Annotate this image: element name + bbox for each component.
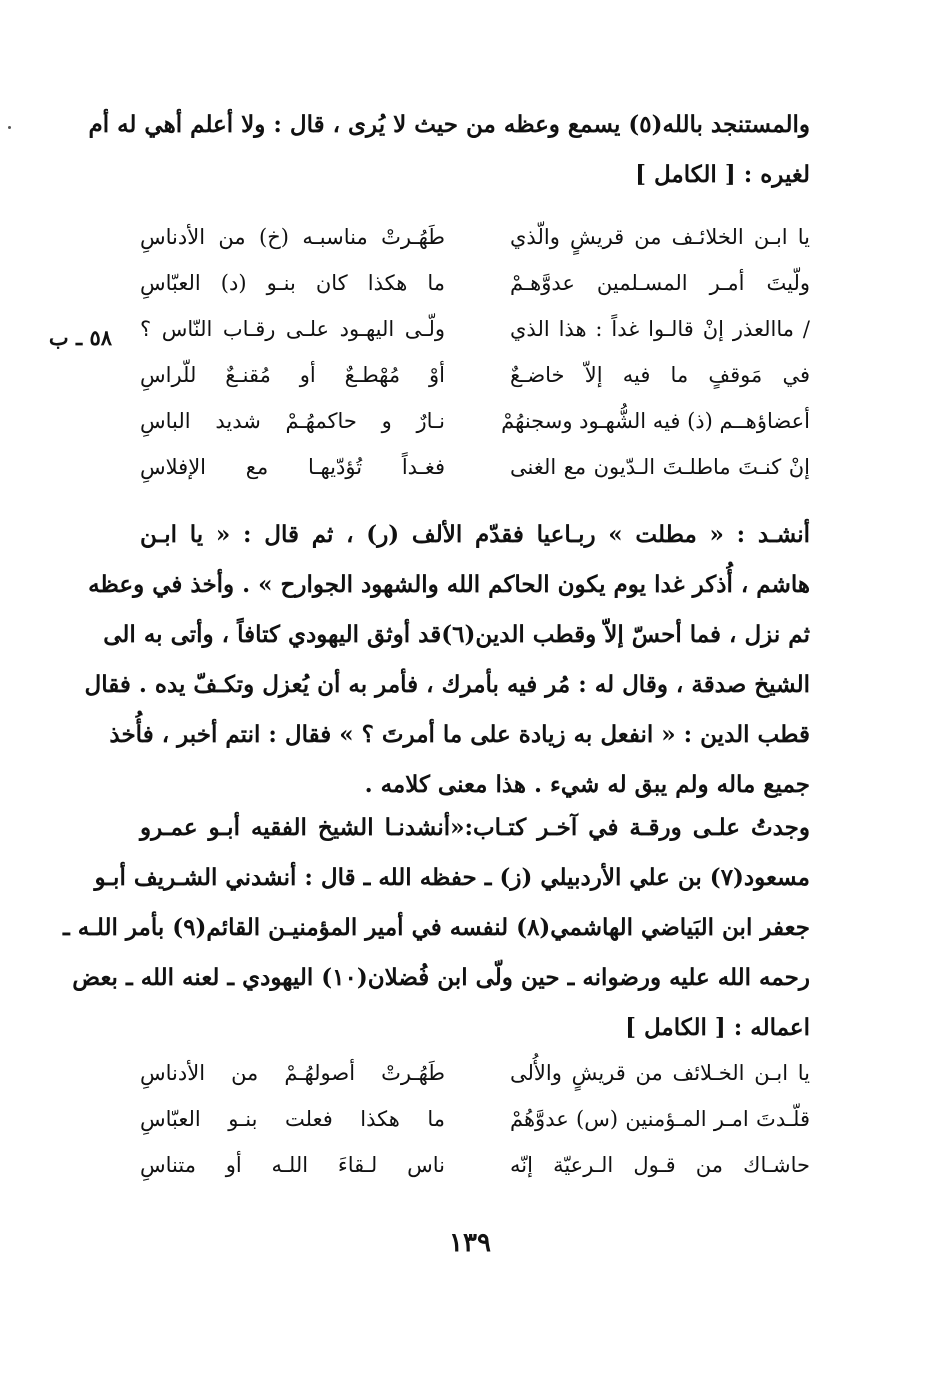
verse-first-hemistich: ولّيتَ أمـر المسـلمين عدوَّهـمْ	[510, 271, 810, 295]
verse-second-hemistich: نـارٌ و حاكمهُـمْ شديد الباسِ	[140, 409, 445, 433]
text-line: جميع ماله ولم يبق له شيء . هذا معنى كلامه .	[364, 771, 810, 798]
text-line: لغيره : [ الكامل ]	[635, 161, 810, 188]
poem-verse	[140, 398, 810, 444]
verse-second-hemistich: ناس لـقاءَ اللـه أو متناسِ	[140, 1153, 445, 1177]
poem-verse	[140, 1096, 810, 1142]
verse-second-hemistich: ما هكذا فعلت بنـو العبّاسِ	[140, 1107, 445, 1131]
text-line: وجدتُ علـى ورقـة في آخـر كتـاب:«أنشدنـا الشيخ الفقيه أبـو عمـرو	[140, 814, 810, 841]
narrative-paragraph	[84, 510, 810, 810]
poem-verse	[140, 352, 810, 398]
poem-verse	[140, 1142, 810, 1188]
verse-second-hemistich: أوْ مُهْطـعٌ أو مُقنـعٌ للّراسِ	[140, 363, 445, 387]
verse-second-hemistich: ما هكذا كان بنـو (د) العبّاسِ	[140, 271, 445, 295]
manuscript-paragraph	[63, 803, 810, 1053]
text-line: اعماله : [ الكامل ]	[625, 1014, 810, 1041]
opening-paragraph	[88, 100, 810, 200]
poem-verse	[140, 214, 810, 260]
verse-second-hemistich: طَهُـرتْ أصولهُـمْ من الأدناسِ	[140, 1061, 445, 1085]
text-line: الشيخ صدقة ، وقال له : مُر فيه بأمرك ، فأمر به أن يُعزل وتكـفّ يده . فقال	[84, 671, 810, 698]
text-line: والمستنجد بالله(٥) يسمع وعظه من حيث لا يُرى ، قال : ولا أعلم أهي له أم	[88, 111, 810, 138]
text-line: مسعود(٧) بن علي الأردبيلي (ز) ـ حفظه الله ـ قال : أنشدني الشـريف أبـو	[94, 864, 810, 891]
poem-first	[140, 214, 810, 490]
text-line: هاشم ، أُذكر غدا يوم يكون الحاكم الله والشهود الجوارح » . وأخذ في وعظه	[88, 571, 810, 598]
poem-verse	[140, 1050, 810, 1096]
poem-second	[140, 1050, 810, 1188]
poem-verse	[140, 444, 810, 490]
verse-first-hemistich: أعضاؤهــم (ذ) فيه الشُّهـود وسجنهُمْ	[501, 409, 810, 433]
text-line: قطب الدين : « انفعل به زيادة على ما أمرتَ ؟ » فقال : انتم أخبر ، فأُخذ	[109, 721, 810, 748]
text-line: أنشـد : « مطلت » ربـاعيا فقدّم الألف (ر) ، ثم قال : « يا ابـن	[140, 521, 810, 548]
margin-folio-note: ٥٨ ـ ب	[48, 325, 112, 350]
verse-second-hemistich: طَهُـرتْ مناسبـه (خ) من الأدناسِ	[140, 225, 445, 249]
verse-first-hemistich: حاشـاك من قـول الـرعيّة إنّه	[510, 1153, 810, 1177]
poem-verse	[140, 306, 810, 352]
text-line: جعفر ابن البَياضي الهاشمي(٨) لنفسه في أمير المؤمنيـن القائم(٩) بأمر اللـه ـ	[63, 914, 810, 941]
text-line: ثم نزل ، فما أحسّ إلاّ وقطب الدين(٦)قد أوثق اليهودي كتافاً ، وأتى به الى	[103, 621, 810, 648]
verse-first-hemistich: إنْ كنـتَ ماطلـتَ الـدّيون مع الغنى	[510, 455, 810, 479]
verse-second-hemistich: فغـداً تُؤدّيهـا مع الإفلاسِ	[140, 455, 445, 479]
verse-first-hemistich: قلّـدتَ امـر المـؤمنين (س) عدوَّهُمْ	[510, 1107, 810, 1131]
verse-first-hemistich: يا ابـن الخـلائف من قريشٍ والأُلى	[510, 1061, 810, 1085]
scan-speck	[8, 126, 11, 129]
verse-first-hemistich: يا ابـن الخلائـف من قريشٍ والّذي	[510, 225, 810, 249]
page-number: ١٣٩	[449, 1228, 491, 1258]
verse-first-hemistich: / ماالعذر إنْ قالـوا غداً : هذا الذي	[510, 317, 810, 341]
verse-first-hemistich: في مَوقفٍ ما فيه إلاّ خاضـعٌ	[510, 363, 810, 387]
verse-second-hemistich: ولّـى اليهـود علـى رقـاب النّاس ؟	[140, 317, 445, 341]
poem-verse	[140, 260, 810, 306]
text-line: رحمه الله عليه ورضوانه ـ حين ولّى ابن فُضلان(١٠) اليهودي ـ لعنه الله ـ بعض	[72, 964, 810, 991]
